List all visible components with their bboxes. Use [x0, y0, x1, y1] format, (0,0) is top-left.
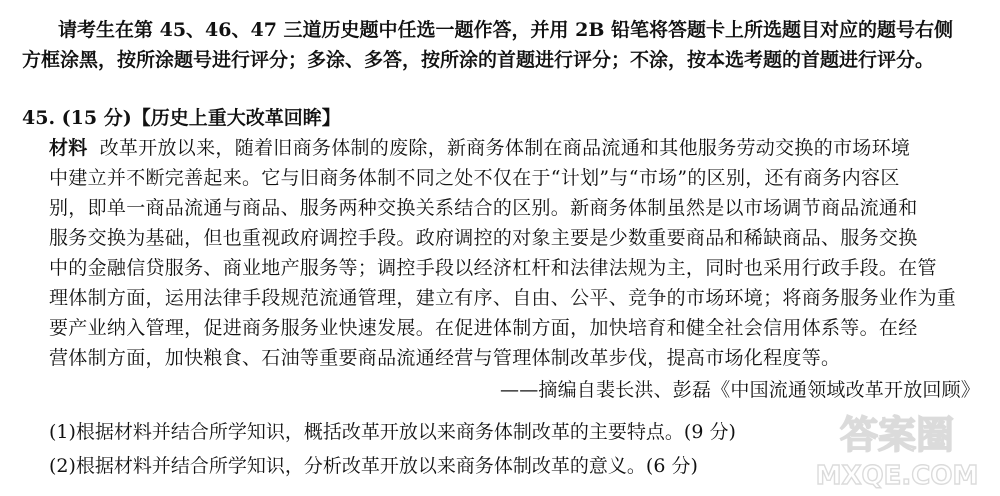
watermark-top-text: 答案圈 [839, 413, 955, 457]
material-line-4: 服务交换为基础，但也重视政府调控手段。政府调控的对象主要是少数重要商品和稀缺商品、服务交换 [49, 227, 918, 249]
watermark-logo [812, 404, 982, 490]
material-line-7: 要产业纳入管理，促进商务服务业快速发展。在促进体制方面，加快培育和健全社会信用体系等。在经 [49, 317, 918, 339]
subquestion-2: (2)根据材料并结合所学知识，分析改革开放以来商务体制改革的意义。(6 分) [49, 455, 698, 477]
material-line-6: 理体制方面，运用法律手段规范流通管理，建立有序、自由、公平、竞争的市场环境；将商务服务业作为重 [49, 287, 957, 309]
material-line-3: 别，即单一商品流通与商品、服务两种交换关系结合的区别。新商务体制虽然是以市场调节商品流通和 [49, 197, 918, 219]
material-line-1 [49, 134, 910, 162]
material-text: 改革开放以来，随着旧商务体制的废除，新商务体制在商品流通和其他服务劳动交换的市场环境 [99, 137, 911, 159]
instructions-line-1: 请考生在第 45、46、47 三道历史题中任选一题作答，并用 2B 铅笔将答题卡上所选题目对应的题号右侧 [58, 19, 954, 41]
material-source: ——摘编自裴长洪、彭磊《中国流通领域改革开放回顾》 [500, 379, 981, 401]
question-header: 45. (15 分)【历史上重大改革回眸】 [22, 107, 341, 129]
instructions-line-2: 方框涂黑，按所涂题号进行评分；多涂、多答，按所涂的首题进行评分；不涂，按本选考题的首题进行评分。 [22, 49, 935, 71]
subquestion-1: (1)根据材料并结合所学知识，概括改革开放以来商务体制改革的主要特点。(9 分) [49, 421, 736, 443]
material-label: 材料 [49, 137, 88, 159]
material-line-8: 营体制方面，加快粮食、石油等重要商品流通经营与管理体制改革步伐，提高市场化程度等。 [49, 347, 841, 369]
material-line-5: 中的金融信贷服务、商业地产服务等；调控手段以经济杠杆和法律法规为主，同时也采用行政手段。在管 [49, 257, 937, 279]
material-line-2: 中建立并不断完善起来。它与旧商务体制不同之处不仅在于“计划”与“市场”的区别，还有商务内容区 [49, 167, 900, 189]
watermark-bottom-text: MXQE.COM [815, 461, 979, 490]
